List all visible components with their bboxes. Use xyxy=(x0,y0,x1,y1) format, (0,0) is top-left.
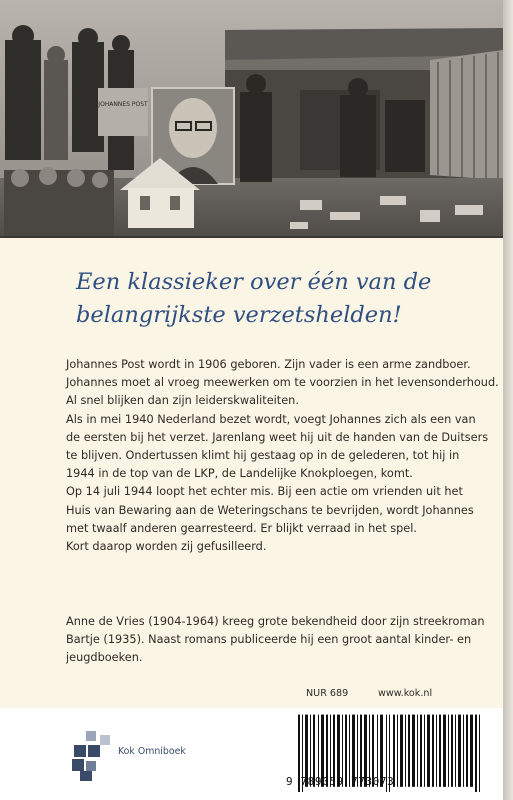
website-link[interactable]: www.kok.nl xyxy=(378,688,433,699)
kok-omniboek-logo-icon xyxy=(70,731,112,781)
tagline-line-1: Een klassieker over één van de xyxy=(76,269,432,295)
author-bio-line: jeugdboeken. xyxy=(66,651,143,665)
description-line: de eersten bij het verzet. Jarenlang weet hij uit de handen van de Duitsers xyxy=(66,430,489,444)
description-line: Kort daarop worden zij gefusilleerd. xyxy=(66,540,267,554)
description-line: Op 14 juli 1944 loopt het echter mis. Bij een actie om vrienden uit het xyxy=(66,485,463,499)
description-line: met twaalf anderen gearresteerd. Er blijkt verraad in het spel. xyxy=(66,521,417,535)
sign-text: JOHANNES POST xyxy=(98,101,148,108)
author-bio-line: Anne de Vries (1904-1964) kreeg grote bekendheid door zijn streekroman xyxy=(66,615,485,628)
cover-photo-collage xyxy=(0,0,503,238)
description-line: te blijven. Ondertussen klimt hij gestaag op in de gelederen, tot hij in xyxy=(66,449,460,463)
description-line: Als in mei 1940 Nederland bezet wordt, voegt Johannes zich als een van xyxy=(66,412,476,426)
nur-code: NUR 689 xyxy=(306,688,349,699)
description-line: Al snel blijken dan zijn leiderskwaliteiten. xyxy=(66,394,299,408)
publisher-name: Kok Omniboek xyxy=(118,746,186,757)
author-bio-line: Bartje (1935). Naast romans publiceerde hij een groot aantal kinder- en xyxy=(66,633,472,647)
tagline-line-2: belangrijkste verzetshelden! xyxy=(76,302,402,328)
description-line: 1944 in de top van de LKP, de Landelijke Knokploegen, komt. xyxy=(66,467,413,481)
description-line: Johannes Post wordt in 1906 geboren. Zijn vader is een arme zandboer. xyxy=(66,358,471,371)
author-bio xyxy=(66,613,486,668)
tagline xyxy=(76,266,486,332)
isbn-number: 9 789059 773073 xyxy=(286,775,395,788)
book-description xyxy=(66,356,499,556)
page-edge xyxy=(503,0,513,800)
description-line: Huis van Bewaring aan de Weteringschans te bevrijden, wordt Johannes xyxy=(66,503,474,517)
photo-collage-illustration xyxy=(0,0,503,238)
description-line: Johannes moet al vroeg meewerken om te voorzien in het levensonderhoud. xyxy=(66,376,499,390)
